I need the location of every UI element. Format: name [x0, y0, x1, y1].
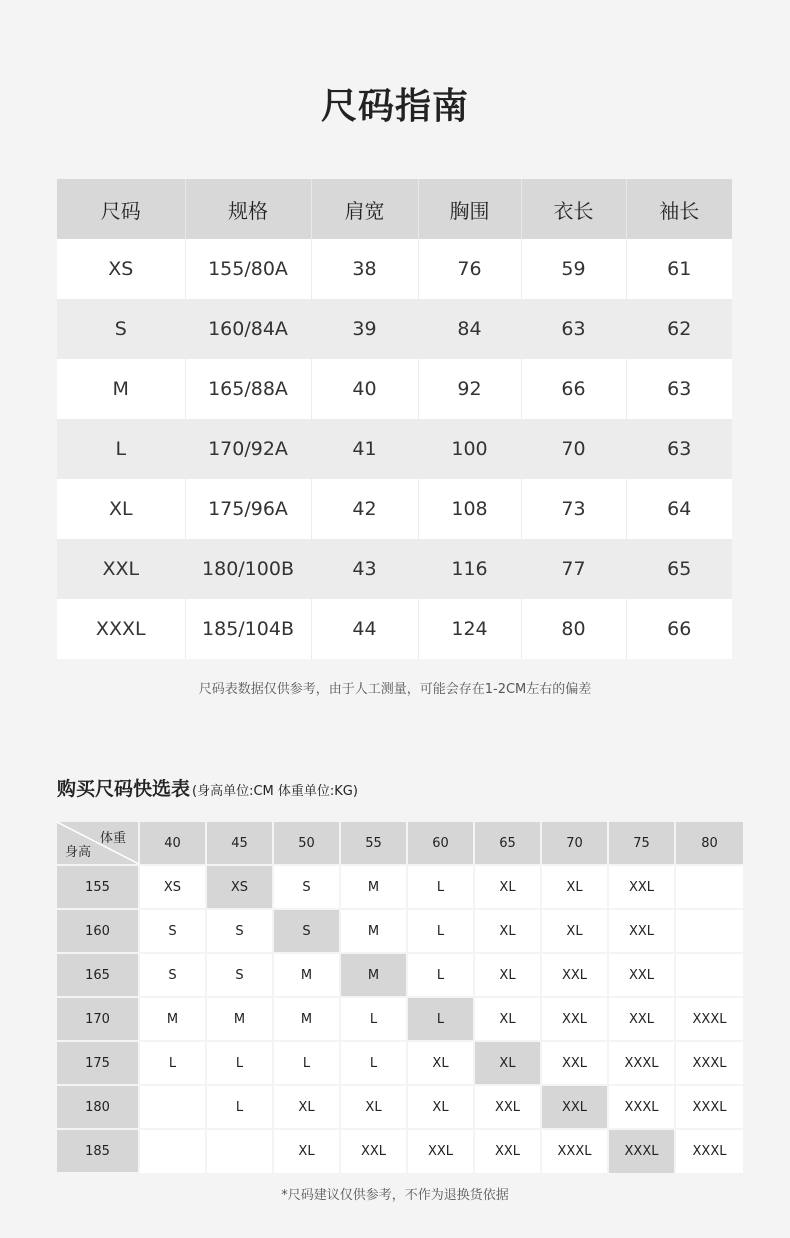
recommended-size-cell: XL [407, 1085, 474, 1129]
size-cell: 42 [311, 479, 418, 539]
size-cell: 80 [521, 599, 626, 659]
table-row [57, 1041, 743, 1085]
recommended-size-cell: M [340, 953, 407, 997]
size-cell: XS [57, 239, 185, 299]
recommended-size-cell [139, 1085, 206, 1129]
table-row [57, 359, 732, 419]
quick-select-title [57, 774, 358, 801]
recommended-size-cell: XXL [608, 953, 675, 997]
recommended-size-cell: XXXL [675, 997, 743, 1041]
recommended-size-cell: XXXL [608, 1129, 675, 1173]
recommended-size-cell: XXL [474, 1085, 541, 1129]
recommended-size-cell [206, 1129, 273, 1173]
table-row [57, 909, 743, 953]
recommended-size-cell [675, 909, 743, 953]
size-cell: 76 [418, 239, 521, 299]
table-row [57, 419, 732, 479]
size-cell: 39 [311, 299, 418, 359]
weight-header: 75 [608, 822, 675, 865]
size-cell: 40 [311, 359, 418, 419]
size-cell: 62 [626, 299, 732, 359]
size-table-header [57, 179, 732, 239]
weight-header: 55 [340, 822, 407, 865]
recommended-size-cell: XXL [474, 1129, 541, 1173]
size-cell: 124 [418, 599, 521, 659]
recommended-size-cell: XS [139, 865, 206, 909]
recommended-size-cell: XXL [608, 865, 675, 909]
recommended-size-cell: L [273, 1041, 340, 1085]
recommended-size-cell: XL [474, 1041, 541, 1085]
recommended-size-cell: XXXL [675, 1085, 743, 1129]
recommended-size-cell: L [407, 909, 474, 953]
recommended-size-cell [139, 1129, 206, 1173]
header-length: 衣长 [521, 179, 626, 239]
table-row [57, 865, 743, 909]
recommended-size-cell: XL [474, 865, 541, 909]
header-shoulder: 肩宽 [311, 179, 418, 239]
recommended-size-cell: M [340, 865, 407, 909]
weight-header: 50 [273, 822, 340, 865]
recommended-size-cell: XXXL [541, 1129, 608, 1173]
table-row [57, 239, 732, 299]
recommended-size-cell: L [139, 1041, 206, 1085]
recommended-size-cell: L [407, 865, 474, 909]
recommended-size-cell: S [273, 909, 340, 953]
recommended-size-cell: XXL [541, 1041, 608, 1085]
size-table [57, 179, 732, 659]
size-cell: 175/96A [185, 479, 311, 539]
recommended-size-cell: M [273, 953, 340, 997]
size-cell: 38 [311, 239, 418, 299]
size-cell: 63 [626, 419, 732, 479]
recommended-size-cell: XL [474, 953, 541, 997]
size-cell: L [57, 419, 185, 479]
weight-header: 45 [206, 822, 273, 865]
height-header: 185 [57, 1129, 139, 1173]
height-header: 165 [57, 953, 139, 997]
weight-header: 40 [139, 822, 206, 865]
recommended-size-cell: XXXL [675, 1041, 743, 1085]
recommended-size-cell: L [340, 1041, 407, 1085]
table-row [57, 1085, 743, 1129]
size-cell: 77 [521, 539, 626, 599]
recommended-size-cell: XXL [340, 1129, 407, 1173]
recommended-size-cell: XXL [541, 1085, 608, 1129]
recommended-size-cell: XS [206, 865, 273, 909]
recommended-size-cell: S [139, 909, 206, 953]
corner-weight-label: 体重 [99, 831, 126, 846]
recommended-size-cell [675, 953, 743, 997]
corner-height-label: 身高 [65, 845, 92, 860]
size-cell: 66 [626, 599, 732, 659]
recommended-size-cell: XL [273, 1085, 340, 1129]
recommended-size-cell: M [139, 997, 206, 1041]
recommended-size-cell: M [340, 909, 407, 953]
size-cell: 100 [418, 419, 521, 479]
size-cell: 44 [311, 599, 418, 659]
recommended-size-cell: L [206, 1085, 273, 1129]
size-cell: 84 [418, 299, 521, 359]
weight-header: 65 [474, 822, 541, 865]
recommended-size-cell: XXL [608, 997, 675, 1041]
size-cell: M [57, 359, 185, 419]
quick-select-units: (身高单位:CM 体重单位:KG) [192, 784, 358, 799]
recommended-size-cell: XXXL [675, 1129, 743, 1173]
recommended-size-cell: S [206, 953, 273, 997]
recommended-size-cell: XL [273, 1129, 340, 1173]
header-size: 尺码 [57, 179, 185, 239]
recommended-size-cell: XL [340, 1085, 407, 1129]
table-row [57, 299, 732, 359]
recommended-size-cell: XXL [407, 1129, 474, 1173]
quick-select-table [57, 822, 743, 1174]
height-header: 155 [57, 865, 139, 909]
table-row [57, 599, 732, 659]
table-row [57, 1129, 743, 1173]
recommended-size-cell: XXXL [608, 1041, 675, 1085]
header-sleeve: 袖长 [626, 179, 732, 239]
size-cell: 108 [418, 479, 521, 539]
recommended-size-cell: M [273, 997, 340, 1041]
recommended-size-cell: XL [541, 865, 608, 909]
recommended-size-cell: XXL [608, 909, 675, 953]
recommended-size-cell: XL [474, 997, 541, 1041]
recommended-size-cell: XL [541, 909, 608, 953]
size-cell: 165/88A [185, 359, 311, 419]
quick-select-heading: 购买尺码快选表 [57, 778, 191, 800]
size-cell: 170/92A [185, 419, 311, 479]
recommended-size-cell: L [206, 1041, 273, 1085]
recommended-size-cell [675, 865, 743, 909]
recommended-size-cell: L [407, 953, 474, 997]
size-cell: XL [57, 479, 185, 539]
recommended-size-cell: L [340, 997, 407, 1041]
table-row [57, 953, 743, 997]
weight-header: 60 [407, 822, 474, 865]
size-table-note: 尺码表数据仅供参考，由于人工测量，可能会存在1-2CM左右的偏差 [198, 682, 592, 697]
header-chest: 胸围 [418, 179, 521, 239]
header-spec: 规格 [185, 179, 311, 239]
recommended-size-cell: S [139, 953, 206, 997]
size-cell: 155/80A [185, 239, 311, 299]
size-cell: 66 [521, 359, 626, 419]
size-cell: 116 [418, 539, 521, 599]
size-cell: 61 [626, 239, 732, 299]
recommended-size-cell: L [407, 997, 474, 1041]
size-cell: 59 [521, 239, 626, 299]
weight-header: 80 [675, 822, 743, 865]
size-cell: 160/84A [185, 299, 311, 359]
size-cell: 70 [521, 419, 626, 479]
corner-cell [57, 822, 139, 865]
table-row [57, 539, 732, 599]
table-row [57, 997, 743, 1041]
weight-header: 70 [541, 822, 608, 865]
recommended-size-cell: XL [474, 909, 541, 953]
height-header: 170 [57, 997, 139, 1041]
recommended-size-cell: S [206, 909, 273, 953]
page-title: 尺码指南 [320, 86, 469, 127]
recommended-size-cell: XXL [541, 997, 608, 1041]
size-cell: 41 [311, 419, 418, 479]
size-cell: 92 [418, 359, 521, 419]
size-cell: 43 [311, 539, 418, 599]
height-header: 180 [57, 1085, 139, 1129]
recommended-size-cell: XL [407, 1041, 474, 1085]
size-cell: 64 [626, 479, 732, 539]
size-cell: S [57, 299, 185, 359]
height-header: 160 [57, 909, 139, 953]
quick-select-note: *尺码建议仅供参考，不作为退换货依据 [281, 1188, 509, 1203]
size-cell: XXL [57, 539, 185, 599]
size-cell: 185/104B [185, 599, 311, 659]
recommended-size-cell: M [206, 997, 273, 1041]
quick-table-header [57, 822, 743, 865]
size-cell: 63 [521, 299, 626, 359]
size-cell: 65 [626, 539, 732, 599]
height-header: 175 [57, 1041, 139, 1085]
recommended-size-cell: XXL [541, 953, 608, 997]
size-cell: XXXL [57, 599, 185, 659]
recommended-size-cell: XXXL [608, 1085, 675, 1129]
recommended-size-cell: S [273, 865, 340, 909]
table-row [57, 479, 732, 539]
size-cell: 73 [521, 479, 626, 539]
size-cell: 63 [626, 359, 732, 419]
size-cell: 180/100B [185, 539, 311, 599]
